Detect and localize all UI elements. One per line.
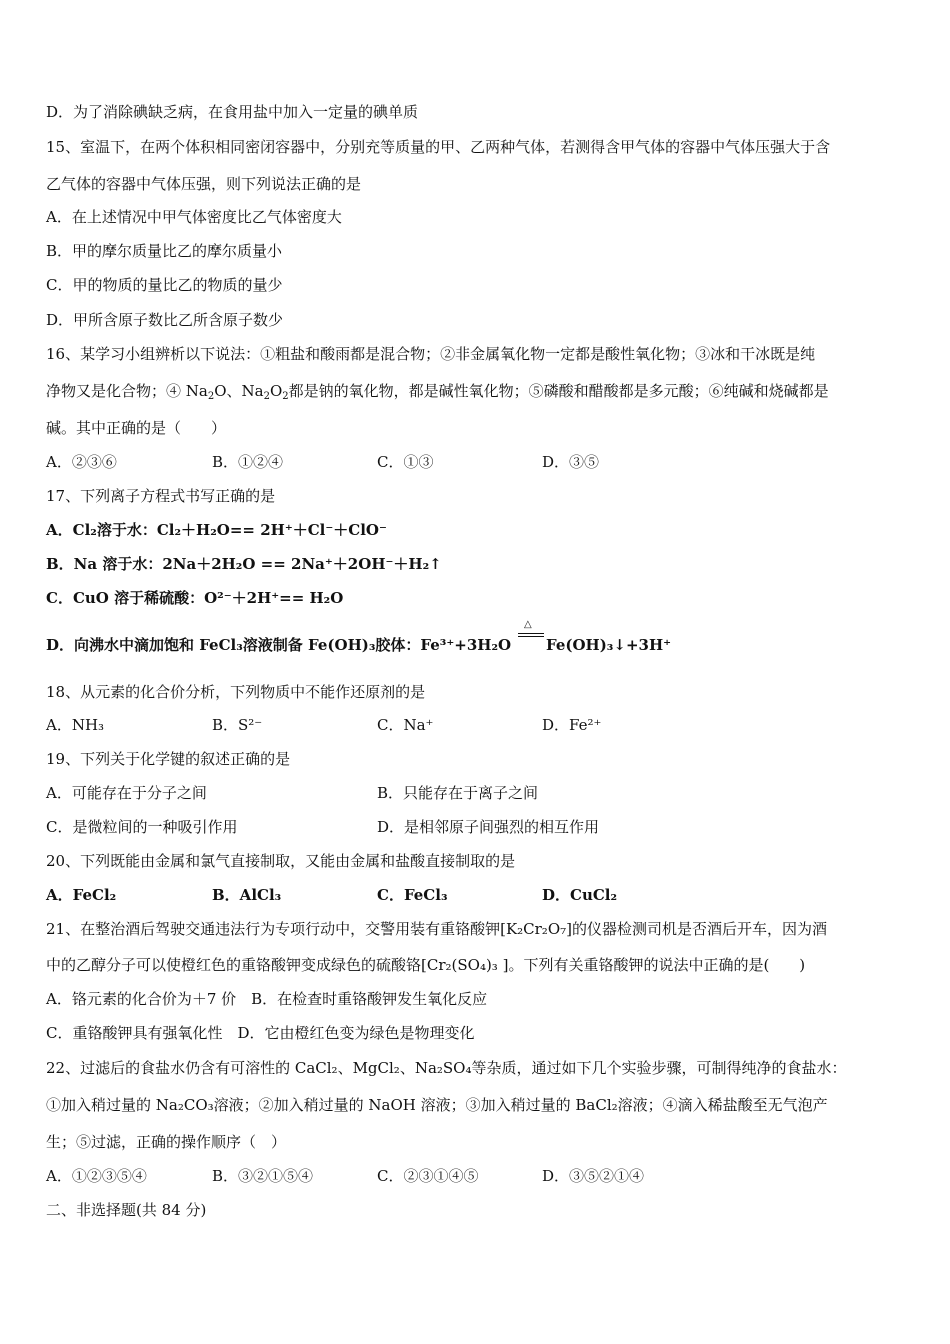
q16-option-a: A．②③⑥ (46, 453, 117, 471)
q16-stem2-part-c: O (269, 382, 283, 400)
q16-stem-line3: 碱。其中正确的是（ ） (46, 419, 227, 437)
q22-option-a: A．①②③⑤④ (46, 1167, 147, 1185)
q14-option-d: D．为了消除碘缺乏病，在食用盐中加入一定量的碘单质 (46, 103, 419, 121)
q22-stem-line1: 22、过滤后的食盐水仍含有可溶性的 CaCl₂、MgCl₂、Na₂SO₄等杂质，通过如下几个实验步骤，可制得纯净的食盐水： (46, 1059, 847, 1077)
q18-stem: 18、从元素的化合价分析，下列物质中不能作还原剂的是 (46, 683, 426, 701)
q21-options-row2: C．重铬酸钾具有强氧化性 D．它由橙红色变为绿色是物理变化 (46, 1024, 475, 1042)
q16-option-d: D．③⑤ (542, 453, 600, 471)
q15-option-a: A．在上述情况中甲气体密度比乙气体密度大 (46, 208, 342, 226)
q16-stem-line1: 16、某学习小组辨析以下说法：①粗盐和酸雨都是混合物；②非金属氧化物一定都是酸性氧化物；③冰和干冰既是纯 (46, 345, 816, 363)
q22-option-b: B．③②①⑤④ (212, 1167, 314, 1185)
q16-stem2-part-a: 净物又是化合物；④ Na (46, 382, 208, 400)
q16-option-c: C．①③ (377, 453, 434, 471)
q21-stem-line1: 21、在整治酒后驾驶交通违法行为专项行动中，交警用装有重铬酸钾[K₂Cr₂O₇]的仪器检测司机是否酒后开车，因为酒 (46, 920, 827, 938)
q19-stem: 19、下列关于化学键的叙述正确的是 (46, 750, 291, 768)
q20-option-d: D．CuCl₂ (542, 886, 618, 904)
q18-option-d: D．Fe²⁺ (542, 716, 602, 734)
q18-option-c: C．Na⁺ (377, 716, 434, 734)
q16-stem2-part-d: 都是钠的氧化物，都是碱性氧化物；⑤磷酸和醋酸都是多元酸；⑥纯碱和烧碱都是 (288, 382, 829, 400)
q18-option-b: B．S²⁻ (212, 716, 263, 734)
q22-stem-line3: 生；⑤过滤，正确的操作顺序（ ） (46, 1133, 287, 1151)
reaction-arrow-line-top (518, 633, 544, 634)
q20-option-b: B．AlCl₃ (212, 886, 282, 904)
q20-option-c: C．FeCl₃ (377, 886, 448, 904)
q21-stem-line2: 中的乙醇分子可以使橙红色的重铬酸钾变成绿色的硫酸铬[Cr₂(SO₄)₃ ]。下列有关重铬酸钾的说法中正确的是( ) (46, 956, 806, 974)
q19-option-d: D．是相邻原子间强烈的相互作用 (377, 818, 600, 836)
q16-stem2-part-b: O、Na (214, 382, 264, 400)
heating-condition-mark (518, 619, 544, 642)
q15-stem-line2: 乙气体的容器中气体压强，则下列说法正确的是 (46, 175, 362, 193)
q17-option-b: B．Na 溶于水：2Na＋2H₂O == 2Na⁺＋2OH⁻＋H₂↑ (46, 555, 442, 573)
q15-stem-line1: 15、室温下，在两个体积相同密闭容器中，分别充等质量的甲、乙两种气体，若测得含甲气体的容器中气体压强大于含 (46, 138, 831, 156)
q17-stem: 17、下列离子方程式书写正确的是 (46, 487, 276, 505)
q16-stem-line2: 净物又是化合物；④ $Na_2O$、$Na_2O_2$都是钠的氧化物，都是碱性氧化物；⑤磷酸和醋酸都是多元酸；⑥纯碱和烧碱都是 (46, 382, 829, 402)
q19-option-c: C．是微粒间的一种吸引作用 (46, 818, 238, 836)
section-two-heading: 二、非选择题(共 84 分) (46, 1201, 207, 1219)
q20-stem: 20、下列既能由金属和氯气直接制取，又能由金属和盐酸直接制取的是 (46, 852, 516, 870)
q15-option-d: D．甲所含原子数比乙所含原子数少 (46, 311, 284, 329)
q17-option-d-right: Fe(OH)₃↓+3H⁺ (546, 636, 672, 654)
q21-options-row1: A．铬元素的化合价为＋7 价 B．在检查时重铬酸钾发生氧化反应 (46, 990, 488, 1008)
q19-option-b: B．只能存在于离子之间 (377, 784, 539, 802)
reaction-arrow-line-bottom (518, 636, 544, 637)
q22-option-c: C．②③①④⑤ (377, 1167, 479, 1185)
q22-option-d: D．③⑤②①④ (542, 1167, 645, 1185)
q15-option-b: B．甲的摩尔质量比乙的摩尔质量小 (46, 242, 283, 260)
q18-option-a: A．NH₃ (46, 716, 105, 734)
q17-option-c: C．CuO 溶于稀硫酸：O²⁻＋2H⁺== H₂O (46, 589, 344, 607)
q17-option-d-left: D．向沸水中滴加饱和 FeCl₃溶液制备 Fe(OH)₃胶体：Fe³⁺+3H₂O (46, 636, 512, 654)
q19-option-a: A．可能存在于分子之间 (46, 784, 207, 802)
q20-option-a: A．FeCl₂ (46, 886, 117, 904)
q22-stem-line2: ①加入稍过量的 Na₂CO₃溶液；②加入稍过量的 NaOH 溶液；③加入稍过量的 BaCl₂溶液；④滴入稀盐酸至无气泡产 (46, 1096, 828, 1114)
q17-option-a: A．Cl₂溶于水：Cl₂＋H₂O== 2H⁺＋Cl⁻＋ClO⁻ (46, 521, 387, 539)
q15-option-c: C．甲的物质的量比乙的物质的量少 (46, 276, 283, 294)
q16-option-b: B．①②④ (212, 453, 284, 471)
heat-triangle-symbol: △ (524, 619, 532, 630)
